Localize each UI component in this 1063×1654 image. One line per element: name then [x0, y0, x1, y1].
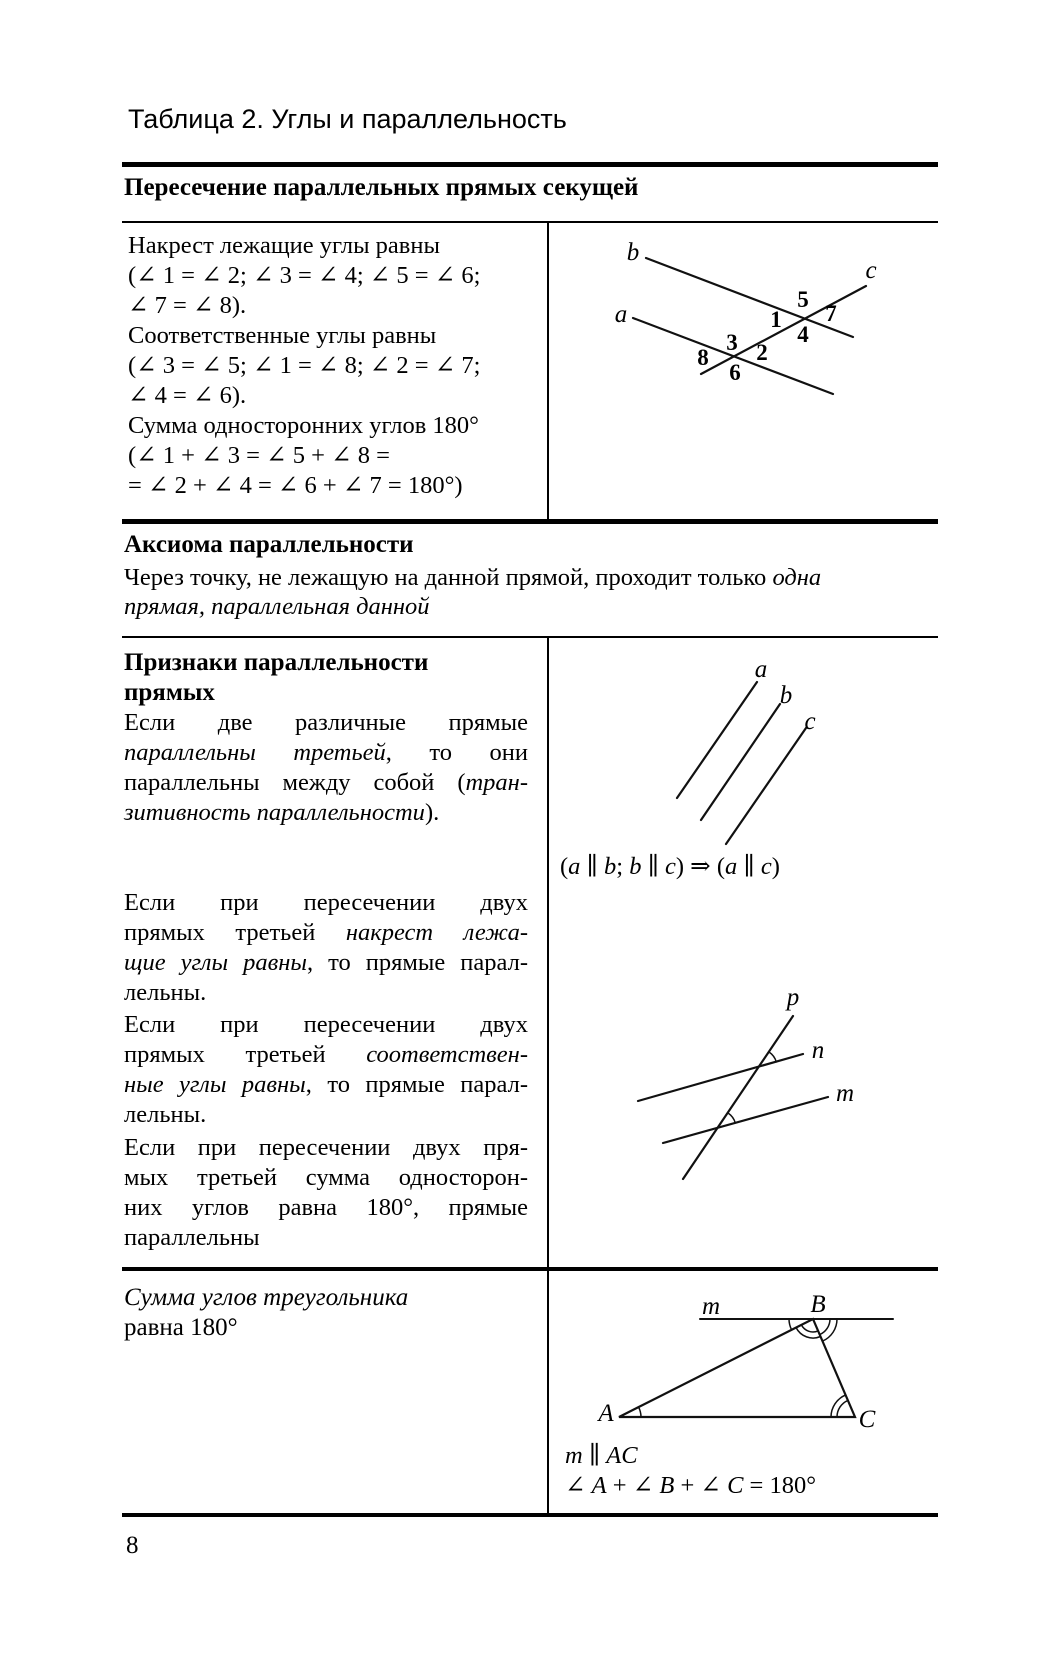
page-title: Таблица 2. Углы и параллельность: [128, 104, 567, 134]
rule-top: [122, 162, 938, 167]
section2-paragraph-4: [124, 1133, 528, 1253]
section2-title-line2: прямых: [124, 679, 215, 706]
angle-label-3: 3: [726, 330, 738, 355]
angle-label-6: 6: [729, 360, 741, 385]
text-line: (∠ 3 = ∠ 5; ∠ 1 = ∠ 8; ∠ 2 = ∠ 7;: [128, 352, 481, 379]
text-line: мых третьей сумма односторон-: [124, 1164, 528, 1191]
parallel-criteria-diagram: [548, 975, 904, 1190]
label-A: A: [598, 1400, 614, 1427]
section2-paragraph-3: [124, 1010, 528, 1130]
label-m: m: [701, 1293, 721, 1320]
text-line: параллельны третьей, то они: [124, 739, 529, 766]
text-line: Сумма односторонних углов 180°: [128, 412, 479, 439]
text-line: Если при пересечении двух пря-: [124, 1134, 528, 1161]
angle-arc-A: [639, 1407, 641, 1417]
transversal-diagram: [548, 221, 938, 521]
text-line: прямых третьей соответствен-: [124, 1041, 528, 1068]
text-line: = ∠ 2 + ∠ 4 = ∠ 6 + ∠ 7 = 180°): [128, 472, 463, 499]
text-line: зитивность параллельности).: [124, 799, 440, 826]
angle-arc-C-outer: [831, 1395, 846, 1417]
section3-title-line1: Сумма углов треугольника: [124, 1284, 409, 1311]
rule-bottom: [122, 1513, 938, 1517]
text-line: лельны.: [124, 1101, 207, 1128]
rule-before-axiom: [122, 519, 938, 524]
text-line: прямых третьей накрест лежа-: [124, 919, 529, 946]
label-B: B: [810, 1291, 826, 1318]
label-c: c: [804, 708, 816, 735]
axiom-line-1: Через точку, не лежащую на данной прямой, проходит только одна: [124, 564, 822, 591]
page-number: 8: [126, 1532, 139, 1559]
line-p-transversal: [683, 1016, 793, 1179]
section2-paragraph-2: [124, 888, 528, 1008]
rule-after-axiom: [122, 636, 938, 638]
label-a: a: [614, 301, 628, 328]
angle-label-8: 8: [697, 345, 709, 370]
label-n: n: [811, 1037, 825, 1064]
section3-title-line2: равна 180°: [124, 1314, 238, 1341]
axiom-line-2: прямая, параллельная данной: [124, 593, 430, 620]
angle-arc-pm: [728, 1113, 735, 1123]
section2-paragraph-1: [124, 708, 528, 828]
text-line: параллельны между собой (тран-: [124, 769, 528, 796]
angle-label-2: 2: [756, 340, 768, 365]
parallel-statement: m ∥ AC: [565, 1442, 638, 1469]
text-line: лельны.: [124, 979, 207, 1006]
rule-before-section3: [122, 1267, 938, 1271]
label-p: p: [786, 984, 800, 1011]
angle-label-5: 5: [797, 287, 809, 312]
label-m: m: [835, 1080, 855, 1107]
angle-sum-formula: ∠ A + ∠ B + ∠ C = 180°: [565, 1472, 817, 1499]
angle-label-7: 7: [825, 301, 837, 326]
text-line: ∠ 7 = ∠ 8).: [128, 292, 247, 319]
text-line: них углов равна 180°, прямые: [124, 1194, 528, 1221]
axiom-title: Аксиома параллельности: [124, 531, 414, 558]
text-line: параллельны: [124, 1224, 260, 1251]
section2-title-line1: Признаки параллельности: [124, 649, 429, 676]
angle-label-4: 4: [797, 322, 809, 347]
line-c: [726, 728, 806, 844]
angle-arc-pn: [769, 1052, 776, 1062]
text-line: Накрест лежащие углы равны: [128, 232, 440, 259]
section3-title: [124, 1283, 408, 1343]
transitivity-formula: (a ∥ b; b ∥ c) ⇒ (a ∥ c): [560, 853, 780, 880]
text-line: Если две различные прямые: [124, 709, 528, 736]
label-a: a: [754, 656, 768, 683]
section1-header: Пересечение параллельных прямых секущей: [124, 174, 639, 201]
text-line: (∠ 1 + ∠ 3 = ∠ 5 + ∠ 8 =: [128, 442, 390, 469]
text-line: Соответственные углы равны: [128, 322, 437, 349]
label-C: C: [858, 1406, 876, 1433]
angle-label-1: 1: [770, 307, 782, 332]
angle-arc-B-right-inner: [820, 1319, 830, 1335]
text-line: ∠ 4 = ∠ 6).: [128, 382, 247, 409]
section1-text: [128, 231, 542, 501]
section2-title: [124, 648, 428, 708]
triangle-ABC: [619, 1319, 855, 1417]
angle-arc-B-left: [789, 1319, 792, 1330]
three-parallel-lines-diagram: [548, 640, 904, 855]
label-c: c: [865, 257, 877, 284]
text-line: (∠ 1 = ∠ 2; ∠ 3 = ∠ 4; ∠ 5 = ∠ 6;: [128, 262, 481, 289]
label-b: b: [626, 239, 640, 266]
line-m: [663, 1097, 828, 1143]
triangle-angle-sum-diagram: [548, 1285, 938, 1435]
line-b: [646, 258, 853, 337]
angle-arc-C-inner: [837, 1400, 848, 1417]
text-line: ные углы равны, то прямые парал-: [124, 1071, 528, 1098]
line-a: [677, 682, 757, 798]
text-line: щие углы равны, то прямые парал-: [124, 949, 528, 976]
label-b: b: [779, 682, 793, 709]
text-line: Если при пересечении двух: [124, 889, 528, 916]
line-b: [701, 704, 780, 820]
text-line: Если при пересечении двух: [124, 1011, 528, 1038]
line-n: [638, 1054, 803, 1101]
